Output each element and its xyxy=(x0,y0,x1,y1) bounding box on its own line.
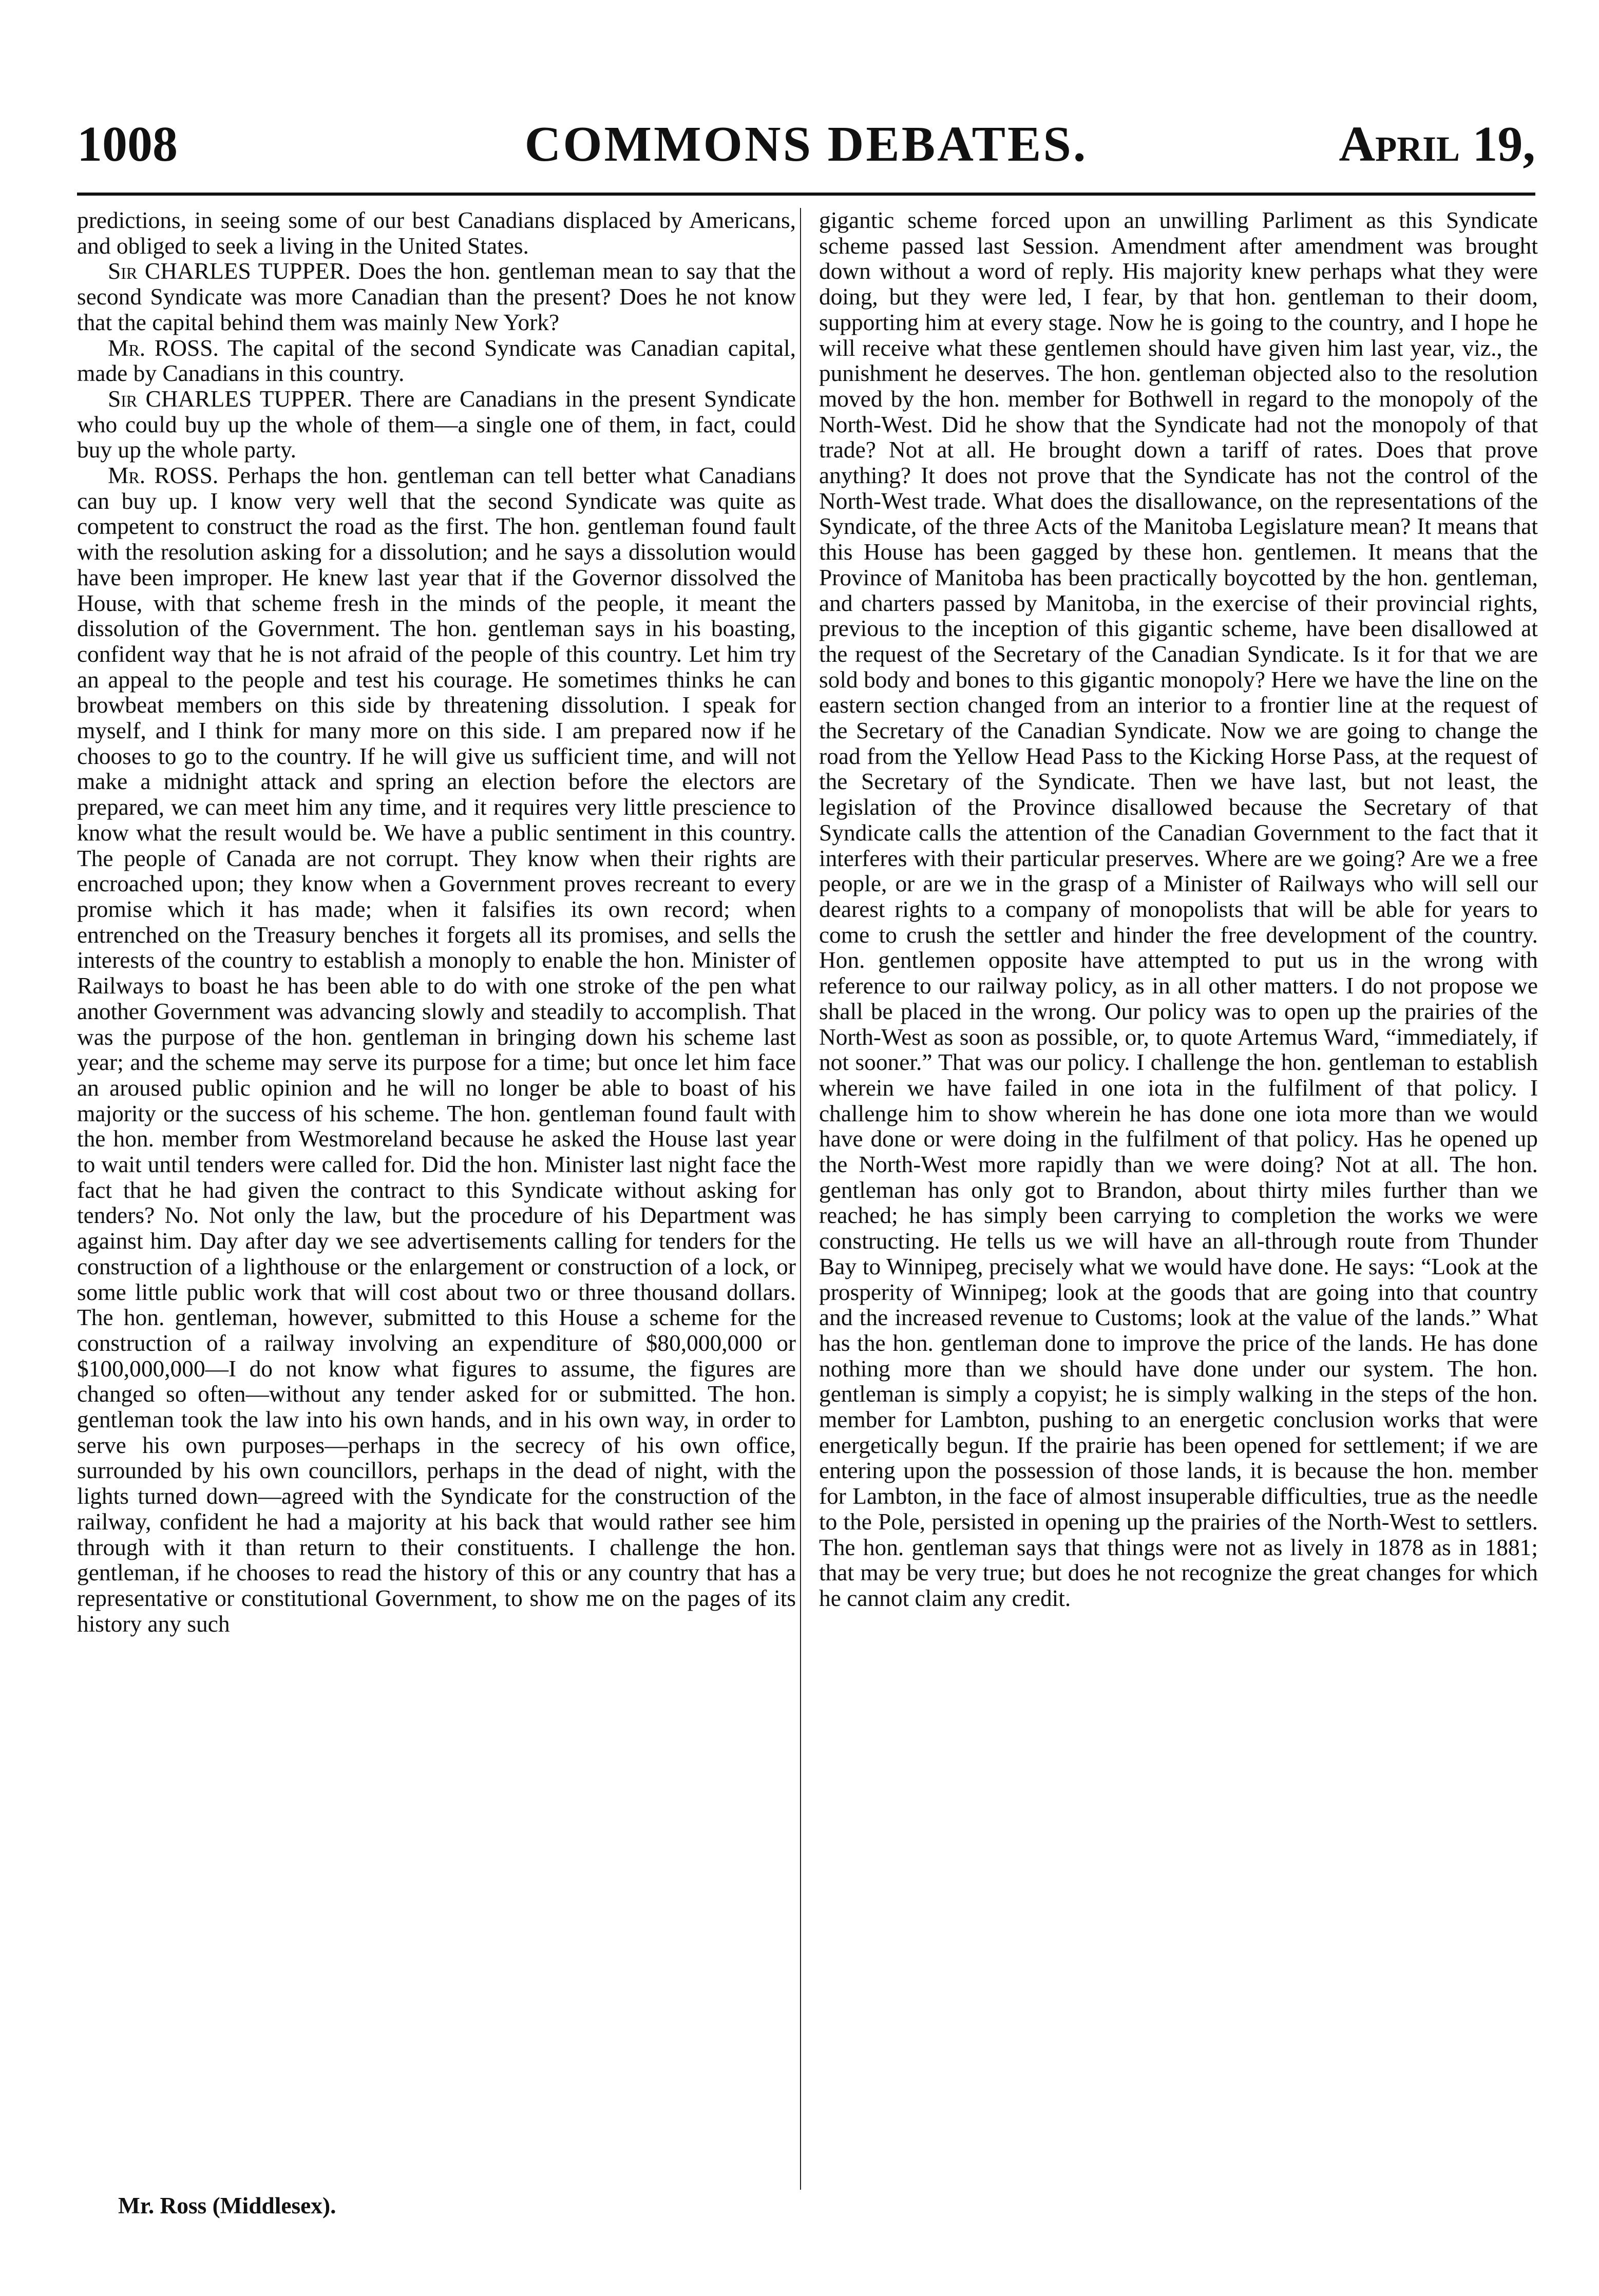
speaker-name: Mr. ROSS. xyxy=(108,463,219,489)
paragraph-text: predictions, in seeing some of our best Canadians displaced by Americans, and obliged to seek a living in the United States. xyxy=(77,207,796,259)
paragraph-text: There are Canadians in the present Syndicate who could buy up the whole of them—a single one of them, in fact, could buy up the whole party. xyxy=(77,386,796,463)
paragraph xyxy=(77,463,796,1637)
left-column xyxy=(77,208,796,1637)
page-title: COMMONS DEBATES. xyxy=(524,117,1088,172)
paragraph-text: gigantic scheme forced upon an unwilling Parliment as this Syndicate scheme passed last Session. Amendment after amendment was brought down without a word of reply. His majority knew perhaps what they were doing, but they were led, I fear, by that hon. gentleman to their doom, supporting him at every stage. Now he is going to the country, and I hope he will receive what these gentlemen should have given him last year, viz., the punishment he deserves. The hon. gentleman objected also to the resolution moved by the hon. member for Bothwell in regard to the monopoly of the North-West. Did he show that the Syndicate had not the monopoly of that trade? Not at all. He brought down a tariff of rates. Does that prove anything? It does not prove that the Syndicate has not the control of the North-West trade. What does the disallowance, on the representations of the Syndicate, of the three Acts of the Manitoba Legislature mean? It means that this House has been gagged by these hon. gentlemen. It means that the Province of Manitoba has been practically boycotted by the hon. gentleman, and charters passed by Manitoba, in the exercise of their provincial rights, previous to the inception of this gigantic scheme, have been disallowed at the request of the Secretary of the Canadian Syndicate. Is it for that we are sold body and bones to this gigantic monopoly? Here we have the line on the eastern section changed from an interior to a frontier line at the request of the Secretary of the Canadian Syndicate. Now we are going to change the road from the Yellow Head Pass to the Kicking Horse Pass, at the request of the Secretary of the Syndicate. Then we have last, but not least, the legislation of the Province disallowed because the Secretary of that Syndicate calls the attention of the Canadian Government to the fact that it interferes with their particular preserves. Where are we going? Are we a free people, or are we in the grasp of a Minister of Railways who will sell our dearest rights to a company of monopolists that will be able for years to come to crush the settler and hinder the free development of the country. Hon. gentlemen opposite have attempted to put us in the wrong with reference to our railway policy, as in all other matters. I do not propose we shall be placed in the wrong. Our policy was to open up the prairies of the North-West as soon as possible, or, to quote Artemus Ward, “immediately, if not sooner.” That was our policy. I challenge the hon. gentleman to establish wherein we have failed in one iota in the fulfilment of that policy. I challenge him to show wherein he has done one iota more than we would have done or were doing in the fulfilment of that policy. Has he opened up the North-West more rapidly than we were doing? Not at all. The hon. gentleman has only got to Brandon, about thirty miles further than we reached; he has simply been carrying to completion the works we were constructing. He tells us we will have an all-through route from Thunder Bay to Winnipeg, precisely what we would have done. He says: “Look at the prosperity of Winnipeg; look at the goods that are going into that country and the increased revenue to Customs; look at the value of the lands.” What has the hon. gentleman done to improve the price of the lands. He has done nothing more than we should have done under our system. The hon. gentleman is simply a copyist; he is simply walking in the steps of the hon. member for Lambton, pushing to an energetic conclusion works that were energetically begun. If the prairie has been opened for settlement; if we are entering upon the possession of those lands, it is because the hon. member for Lambton, in the face of almost insuperable difficulties, true as the needle to the Pole, persisted in opening up the prairies of the North-West to settlers. The hon. gentleman says that things were not as lively in 1878 as in 1881; that may be very true; but does he not recognize the great changes for which he cannot claim any credit. xyxy=(819,207,1538,1611)
speaker-name: Mr. ROSS. xyxy=(108,335,219,361)
paragraph-text: The capital of the second Syndicate was Canadian capital, made by Canadians in this country. xyxy=(77,335,796,387)
paragraph xyxy=(77,387,796,463)
footer-speaker-tag: Mr. Ross (Middlesex). xyxy=(118,2193,336,2218)
page-number: 1008 xyxy=(77,117,178,172)
speaker-name: Sir CHARLES TUPPER. xyxy=(108,386,353,412)
paragraph-text: Perhaps the hon. gentleman can tell better what Canadians can buy up. I know very well that the second Syndicate was quite as competent to construct the road as the first. The hon. gentleman found fault with the resolution asking for a dissolution; and he says a dissolution would have been improper. He knew last year that if the Governor dissolved the House, with that scheme fresh in the minds of the people, it meant the dissolution of the Government. The hon. gentleman says in his boasting, confident way that he is not afraid of the people of this country. Let him try an appeal to the people and test his courage. He sometimes thinks he can browbeat members on this side by threatening dissolution. I speak for myself, and I think for many more on this side. I am prepared now if he chooses to go to the country. If he will give us sufficient time, and will not make a midnight attack and spring an election before the electors are prepared, we can meet him any time, and it requires very little prescience to know what the result would be. We have a public sentiment in this country. The people of Canada are not corrupt. They know when their rights are encroached upon; they know when a Government proves recreant to every promise which it has made; when it falsifies its own record; when entrenched on the Treasury benches it forgets all its promises, and sells the interests of the country to establish a monoply to enable the hon. Minister of Railways to boast he has been able to do with one stroke of the pen what another Government was advancing slowly and steadily to accomplish. That was the purpose of the hon. gentleman in bringing down his scheme last year; and the scheme may serve its purpose for a time; but once let him face an aroused public opinion and he will no longer be able to boast of his majority or the success of his scheme. The hon. gentleman found fault with the hon. member from Westmoreland because he asked the House last year to wait until tenders were called for. Did the hon. Minister last night face the fact that he had given the contract to this Syndicate without asking for tenders? No. Not only the law, but the procedure of his Department was against him. Day after day we see advertisements calling for tenders for the construction of a lighthouse or the enlargement or construction of a lock, or some little public work that will cost about two or three thousand dollars. The hon. gentleman, however, submitted to this House a scheme for the construction of a railway involving an expenditure of $80,000,000 or $100,000,000—I do not know what figures to assume, the figures are changed so often—without any tender asked for or submitted. The hon. gentleman took the law into his own hands, and in his own way, in order to serve his own purposes—perhaps in the secrecy of his own office, surrounded by his own councillors, perhaps in the dead of night, with the lights turned down—agreed with the Syndicate for the construction of the railway, confident he had a majority at his back that would rather see him through with it than return to their constituents. I challenge the hon. gentleman, if he chooses to read the history of this or any country that has a representative or constitutional Government, to show me on the pages of its history any such xyxy=(77,463,796,1637)
page-date: April 19, xyxy=(1339,117,1535,172)
page-header xyxy=(77,116,1535,193)
speaker-name: Sir CHARLES TUPPER. xyxy=(108,258,351,284)
paragraph xyxy=(77,208,796,259)
paragraph xyxy=(77,336,796,387)
paragraph xyxy=(819,208,1538,1612)
header-rule xyxy=(77,193,1535,196)
column-divider xyxy=(800,208,801,2190)
paragraph xyxy=(77,259,796,335)
paragraph-text: Does the hon. gentleman mean to say that the second Syndicate was more Canadian than the present? Does he not know that the capital behind them was mainly New York? xyxy=(77,258,796,335)
right-column xyxy=(819,208,1538,1612)
